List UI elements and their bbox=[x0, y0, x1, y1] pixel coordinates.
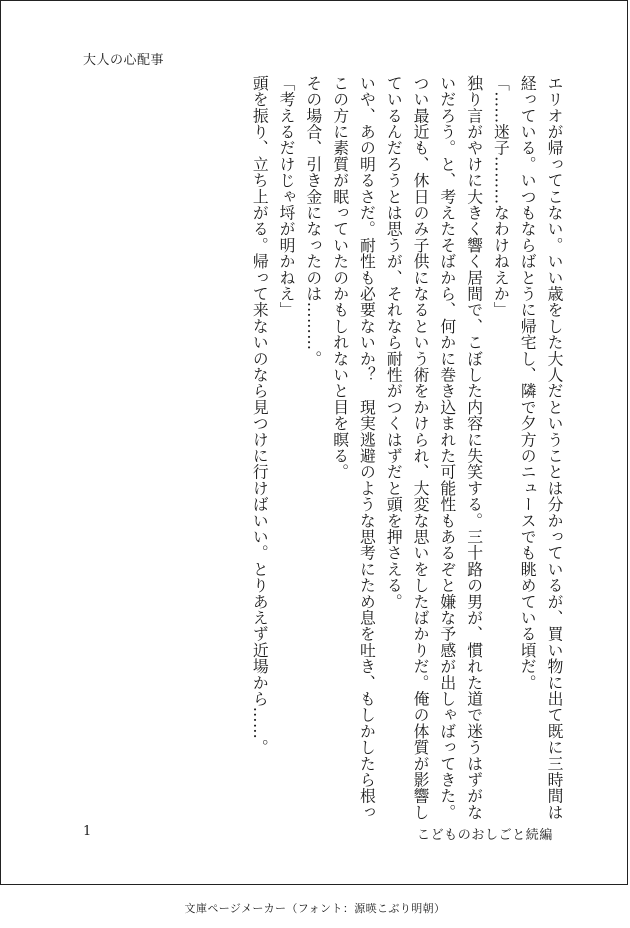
paragraph-7: 「考えるだけじゃ埒が明かねえ」 bbox=[277, 75, 297, 318]
running-header: 大人の心配事 bbox=[83, 53, 165, 68]
page-number: 1 bbox=[83, 824, 92, 839]
paragraph-3: 独り言がやけに大きく響く居間で、こぼした内容に失笑する。三十路の男が、慣れた道で迷うはずがないだろう。と、考えたそばから、何かに巻き込まれた可能性もあるぞと嫌な予感が出しゃばってきた。 bbox=[437, 75, 484, 821]
paragraph-8: 頭を振り、立ち上がる。帰って来ないのなら見つけに行けばいい。とりあえず近場から……。 bbox=[250, 75, 270, 756]
book-title: こどものおしごと続編 bbox=[416, 828, 553, 843]
paragraph-5: いや、あの明るさだ。耐性も必要ないか？ 現実逃避のような思考にため息を吐き、もしかしたら根っこの方に素質が眠っていたのかもしれないと目を瞑る。 bbox=[330, 75, 377, 821]
body-text bbox=[89, 75, 567, 827]
footer-credit: 文庫ページメーカー（フォント：源暎こぶり明朝） bbox=[184, 902, 446, 915]
paragraph-4: つい最近も、休日のみ子供になるという術をかけられ、大変な思いをしたばかりだ。俺の体質が影響しているんだろうとは思うが、それなら耐性がつくはずだと頭を押さえる。 bbox=[384, 75, 431, 821]
paragraph-2: 「……迷子………なわけねえか」 bbox=[491, 75, 511, 318]
paragraph-1: エリオが帰ってこない。いい歳をした大人だということは分かっているが、買い物に出て既に三時間は経っている。いつもならばとうに帰宅し、隣で夕方のニュースでも眺めている頃だ。 bbox=[518, 75, 564, 821]
paragraph-6: その場合、引き金になったのは………。 bbox=[303, 75, 323, 367]
